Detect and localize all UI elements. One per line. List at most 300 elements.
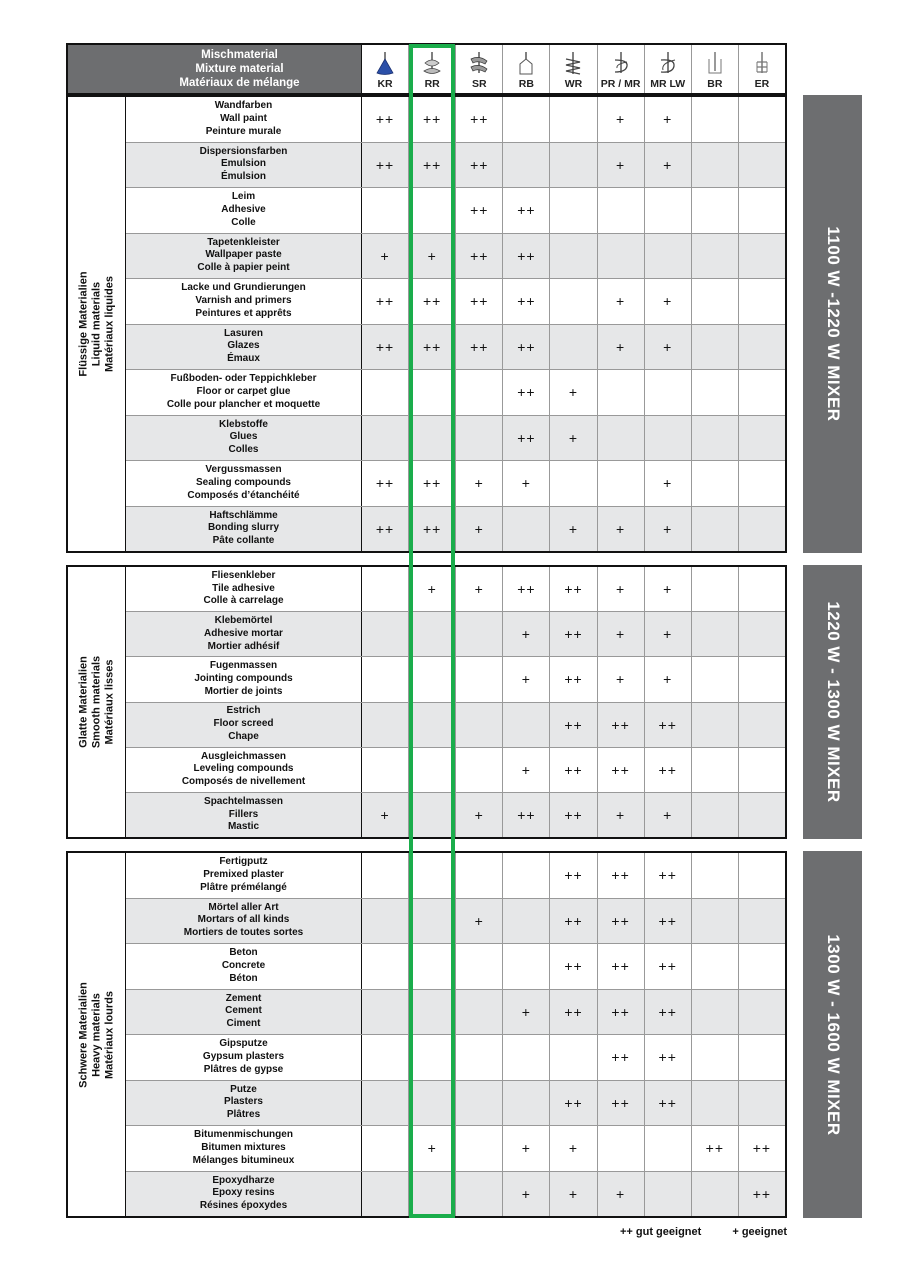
table-row xyxy=(126,944,785,990)
material-name-cell xyxy=(126,1126,362,1171)
category-en: Heavy materials xyxy=(90,992,102,1077)
rating-cell xyxy=(692,507,739,552)
material-name-cell xyxy=(126,1172,362,1217)
material-name-cell xyxy=(126,279,362,324)
rating-cell xyxy=(362,899,409,944)
rating-cell xyxy=(409,1081,456,1126)
category-fr: Matériaux liquides xyxy=(103,276,115,372)
column-mr-lw xyxy=(645,45,692,93)
column-sr xyxy=(456,45,503,93)
material-name-fr: Émaux xyxy=(227,353,260,365)
rating-cell xyxy=(692,1035,739,1080)
rating-cell xyxy=(739,990,785,1035)
rating-cell xyxy=(550,143,597,188)
rating-cell: + xyxy=(456,567,503,611)
rating-cell: ++ xyxy=(645,1035,692,1080)
rating-cell: ++ xyxy=(456,188,503,233)
column-code: PR / MR xyxy=(600,78,641,90)
table-row xyxy=(126,461,785,507)
rating-cell: ++ xyxy=(362,97,409,142)
category-label-cell xyxy=(68,853,126,1216)
rating-cell: + xyxy=(456,507,503,552)
rating-cell xyxy=(362,990,409,1035)
material-name-cell xyxy=(126,899,362,944)
header-title-en: Mixture material xyxy=(195,63,284,75)
rating-cell: + xyxy=(598,143,645,188)
rating-cell: + xyxy=(598,657,645,701)
rating-cell: ++ xyxy=(456,279,503,324)
rating-cell: ++ xyxy=(598,990,645,1035)
rating-cell: + xyxy=(550,1172,597,1217)
rating-cell xyxy=(503,1081,550,1126)
rating-cell: ++ xyxy=(362,143,409,188)
material-name-en: Floor screed xyxy=(213,718,274,730)
rating-cell: ++ xyxy=(645,1081,692,1126)
rating-cell: ++ xyxy=(409,279,456,324)
rating-cell: + xyxy=(645,567,692,611)
rating-cell: ++ xyxy=(503,279,550,324)
category-en: Liquid materials xyxy=(90,281,102,367)
rating-cell xyxy=(692,899,739,944)
material-name-cell xyxy=(126,97,362,142)
pr-mr-mixing-paddle-icon xyxy=(608,51,634,77)
material-name-cell xyxy=(126,748,362,792)
table-row xyxy=(126,748,785,793)
rating-cell xyxy=(739,899,785,944)
rating-cell xyxy=(409,416,456,461)
rating-cell xyxy=(645,370,692,415)
rating-cell: + xyxy=(645,279,692,324)
rating-cell: + xyxy=(550,1126,597,1171)
rating-cell xyxy=(739,325,785,370)
rating-cell xyxy=(409,370,456,415)
rating-cell xyxy=(645,234,692,279)
column-code: WR xyxy=(564,78,583,90)
material-name-en: Adhesive xyxy=(221,203,266,215)
rating-cell xyxy=(739,657,785,701)
rating-cell: ++ xyxy=(598,748,645,792)
rating-cell xyxy=(739,234,785,279)
rating-cell xyxy=(692,188,739,233)
material-name-fr: Résines époxydes xyxy=(199,1200,288,1212)
material-name-fr: Colle à carrelage xyxy=(203,595,284,607)
material-name-fr: Colle à papier peint xyxy=(197,262,290,274)
column-code: RR xyxy=(424,78,440,90)
header-title-de: Mischmaterial xyxy=(201,49,278,61)
rating-cell: ++ xyxy=(409,97,456,142)
table-row xyxy=(126,188,785,234)
material-name-en: Glazes xyxy=(227,340,260,352)
material-name-en: Concrete xyxy=(221,959,266,971)
category-de: Flüssige Materialien xyxy=(77,271,89,377)
rating-cell xyxy=(362,370,409,415)
material-name-de: Epoxydharze xyxy=(212,1174,275,1186)
rating-cell xyxy=(598,188,645,233)
rating-cell: ++ xyxy=(598,1081,645,1126)
material-name-cell xyxy=(126,1081,362,1126)
category-label xyxy=(77,656,116,748)
legend-suitable: + geeignet xyxy=(732,1226,788,1238)
rating-cell xyxy=(645,1172,692,1217)
rating-cell xyxy=(645,1126,692,1171)
rating-cell xyxy=(362,1081,409,1126)
material-name-en: Fillers xyxy=(228,808,259,820)
rating-cell xyxy=(739,1081,785,1126)
rating-cell: ++ xyxy=(752,1185,772,1202)
table-row xyxy=(126,416,785,462)
rating-cell xyxy=(409,657,456,701)
rating-cell xyxy=(739,567,785,611)
rating-cell xyxy=(503,853,550,898)
table-row xyxy=(126,507,785,552)
material-name-de: Haftschlämme xyxy=(209,509,278,521)
mixer-power-band xyxy=(803,565,862,839)
rating-cell xyxy=(550,461,597,506)
rating-cell: ++ xyxy=(550,748,597,792)
rating-cell xyxy=(692,567,739,611)
rating-cell: ++ xyxy=(645,899,692,944)
rating-cell: ++ xyxy=(456,97,503,142)
material-name-en: Epoxy resins xyxy=(212,1187,275,1199)
rating-cell: + xyxy=(645,143,692,188)
material-name-de: Ausgleichmassen xyxy=(200,750,287,762)
rating-cell: ++ xyxy=(503,325,550,370)
rating-cell xyxy=(362,748,409,792)
material-name-de: Dispersionsfarben xyxy=(199,145,288,157)
material-name-de: Bitumenmischungen xyxy=(194,1129,293,1141)
table-row xyxy=(126,234,785,280)
rating-cell xyxy=(692,461,739,506)
rating-cell xyxy=(739,416,785,461)
rating-cell xyxy=(692,793,739,837)
rating-cell: ++ xyxy=(645,748,692,792)
material-name-en: Plasters xyxy=(224,1096,263,1108)
rating-cell: ++ xyxy=(409,143,456,188)
rating-cell xyxy=(409,703,456,747)
rating-cell: + xyxy=(362,234,409,279)
rating-cell xyxy=(503,507,550,552)
material-name-en: Gypsum plasters xyxy=(202,1050,285,1062)
rating-cell xyxy=(692,416,739,461)
material-name-en: Premixed plaster xyxy=(203,868,284,880)
mixer-power-label: 1100 W -1220 W MIXER xyxy=(823,226,843,422)
material-name-de: Fußboden- oder Teppichkleber xyxy=(170,373,317,385)
material-name-fr: Plâtres de gypse xyxy=(203,1063,284,1075)
material-name-cell xyxy=(126,612,362,656)
material-name-de: Lasuren xyxy=(224,327,263,339)
rating-cell xyxy=(362,657,409,701)
mixer-power-band xyxy=(803,95,862,553)
rating-cell xyxy=(362,944,409,989)
rating-cell xyxy=(739,461,785,506)
rating-cell xyxy=(503,1035,550,1080)
category-de: Glatte Materialien xyxy=(77,656,89,748)
rating-cell xyxy=(550,97,597,142)
rating-cell: + xyxy=(503,657,550,701)
rating-cell xyxy=(456,990,503,1035)
material-name-fr: Peinture murale xyxy=(205,125,282,137)
rating-cell: + xyxy=(550,416,597,461)
rating-cell xyxy=(409,899,456,944)
rating-cell: ++ xyxy=(456,325,503,370)
rating-cell: ++ xyxy=(362,507,409,552)
rating-cell xyxy=(456,944,503,989)
rating-cell: ++ xyxy=(362,325,409,370)
category-en: Smooth materials xyxy=(90,655,102,749)
rating-cell xyxy=(692,944,739,989)
material-name-cell xyxy=(126,507,362,552)
category-label xyxy=(77,271,116,376)
rating-cell: ++ xyxy=(550,657,597,701)
rating-cell xyxy=(692,143,739,188)
material-name-cell xyxy=(126,188,362,233)
rating-cell xyxy=(645,416,692,461)
material-name-fr: Mastic xyxy=(227,821,260,833)
section-liquid-materials xyxy=(66,95,787,553)
material-name-en: Leveling compounds xyxy=(193,763,294,775)
rating-cell xyxy=(692,657,739,701)
rating-cell xyxy=(409,1035,456,1080)
rating-cell xyxy=(739,703,785,747)
table-row xyxy=(126,899,785,945)
rating-cell xyxy=(456,370,503,415)
table-row xyxy=(126,325,785,371)
column-code: ER xyxy=(754,78,770,90)
mixer-power-label: 1300 W - 1600 W MIXER xyxy=(823,933,843,1136)
rating-cell: ++ xyxy=(645,703,692,747)
material-name-en: Mortars of all kinds xyxy=(197,914,290,926)
material-name-de: Klebstoffe xyxy=(219,418,268,430)
rating-cell xyxy=(692,748,739,792)
rating-cell xyxy=(362,1172,409,1217)
rating-cell xyxy=(598,416,645,461)
material-name-fr: Colles xyxy=(228,444,259,456)
rating-cell xyxy=(503,97,550,142)
wr-mixing-paddle-icon xyxy=(560,51,586,77)
rating-cell xyxy=(456,1035,503,1080)
rating-cell: + xyxy=(598,325,645,370)
rating-cell xyxy=(739,612,785,656)
rating-cell: + xyxy=(503,612,550,656)
rating-cell xyxy=(503,143,550,188)
material-name-cell xyxy=(126,793,362,837)
material-name-fr: Émulsion xyxy=(220,171,266,183)
table-row xyxy=(126,990,785,1036)
rating-cell: + xyxy=(550,370,597,415)
material-name-de: Fertigputz xyxy=(219,856,268,868)
rating-cell xyxy=(409,793,456,837)
rating-cell: + xyxy=(503,461,550,506)
rating-cell xyxy=(409,1172,456,1217)
material-name-en: Floor or carpet glue xyxy=(196,385,291,397)
rating-cell xyxy=(739,279,785,324)
rating-cell: ++ xyxy=(503,567,550,611)
rating-cell xyxy=(456,416,503,461)
category-de: Schwere Materialien xyxy=(77,981,89,1088)
rating-cell xyxy=(692,1081,739,1126)
material-name-de: Tapetenkleister xyxy=(207,236,280,248)
material-name-fr: Chape xyxy=(228,731,259,742)
rating-cell: + xyxy=(645,507,692,552)
rating-cell: ++ xyxy=(550,899,597,944)
section-smooth-materials xyxy=(66,565,787,839)
rating-cell xyxy=(456,853,503,898)
section-heavy-materials xyxy=(66,851,787,1218)
section-rows xyxy=(126,97,785,551)
rating-cell: ++ xyxy=(456,143,503,188)
material-name-de: Beton xyxy=(229,947,258,959)
rating-cell xyxy=(692,370,739,415)
rating-cell xyxy=(739,507,785,552)
table-row xyxy=(126,657,785,702)
table-row xyxy=(126,793,785,837)
rating-cell: ++ xyxy=(645,944,692,989)
column-code: MR LW xyxy=(650,78,686,90)
column-rb xyxy=(503,45,550,93)
rating-cell xyxy=(362,612,409,656)
rating-cell: ++ xyxy=(550,990,597,1035)
rating-cell: + xyxy=(598,507,645,552)
rating-cell xyxy=(409,944,456,989)
rating-cell: ++ xyxy=(362,461,409,506)
rating-cell xyxy=(456,748,503,792)
table-row xyxy=(126,279,785,325)
rating-cell xyxy=(409,188,456,233)
rating-cell: + xyxy=(645,657,692,701)
mixer-power-label: 1220 W - 1300 W MIXER xyxy=(823,601,843,803)
rating-cell: ++ xyxy=(503,416,550,461)
rating-cell: + xyxy=(645,97,692,142)
rating-cell: ++ xyxy=(550,793,597,837)
material-name-en: Cement xyxy=(225,1005,262,1017)
rating-cell xyxy=(456,1172,503,1217)
rating-cell xyxy=(550,1035,597,1080)
material-name-de: Spachtelmassen xyxy=(204,795,283,807)
rating-cell xyxy=(362,853,409,898)
rating-cell xyxy=(739,944,785,989)
rating-cell xyxy=(739,188,785,233)
material-name-de: Putze xyxy=(230,1083,257,1095)
category-fr: Matériaux lourds xyxy=(103,990,115,1079)
legend-very-suitable: ++ gut geeignet xyxy=(620,1226,702,1238)
material-name-cell xyxy=(126,853,362,898)
rating-cell xyxy=(550,325,597,370)
table-row xyxy=(126,853,785,899)
material-name-fr: Composés d’étanchéité xyxy=(187,489,300,501)
material-name-fr: Béton xyxy=(229,972,258,984)
column-code: BR xyxy=(707,78,723,90)
column-code: SR xyxy=(471,78,487,90)
rating-cell: + xyxy=(645,325,692,370)
rating-cell xyxy=(598,1126,645,1171)
rating-cell xyxy=(409,990,456,1035)
material-name-de: Wandfarben xyxy=(214,100,273,112)
rating-cell xyxy=(692,279,739,324)
rating-cell: + xyxy=(409,234,456,279)
rating-cell: ++ xyxy=(692,1126,739,1171)
table-row xyxy=(126,370,785,416)
material-name-de: Fliesenkleber xyxy=(211,569,276,581)
table-row xyxy=(126,1035,785,1081)
table-row xyxy=(126,1081,785,1127)
rating-cell xyxy=(362,567,409,611)
rating-cell xyxy=(598,461,645,506)
material-name-en: Jointing compounds xyxy=(194,673,293,685)
column-pr-mr xyxy=(598,45,645,93)
rating-cell xyxy=(550,188,597,233)
rating-cell xyxy=(739,370,785,415)
rating-cell xyxy=(739,97,785,142)
material-name-de: Gipsputze xyxy=(219,1038,268,1050)
rating-cell: ++ xyxy=(598,1035,645,1080)
column-br xyxy=(692,45,739,93)
rating-cell: + xyxy=(456,793,503,837)
table-row xyxy=(126,703,785,748)
material-name-en: Wallpaper paste xyxy=(205,249,282,261)
section-rows xyxy=(126,853,785,1216)
rating-cell xyxy=(503,899,550,944)
rating-cell: ++ xyxy=(550,853,597,898)
material-name-cell xyxy=(126,990,362,1035)
rating-cell xyxy=(456,612,503,656)
column-kr xyxy=(362,45,409,93)
rating-cell: + xyxy=(503,990,550,1035)
category-label xyxy=(77,982,116,1088)
rating-cell xyxy=(362,1126,409,1171)
mixer-power-band xyxy=(803,851,862,1218)
rating-cell: + xyxy=(456,461,503,506)
rating-cell xyxy=(409,748,456,792)
rating-cell: + xyxy=(645,612,692,656)
material-name-de: Estrich xyxy=(226,705,261,717)
rr-mixing-paddle-icon xyxy=(419,51,445,77)
material-name-de: Klebemörtel xyxy=(214,615,273,627)
material-name-en: Bitumen mixtures xyxy=(201,1141,286,1153)
table-header xyxy=(66,43,787,95)
rating-cell: ++ xyxy=(409,325,456,370)
rb-mixing-paddle-icon xyxy=(513,51,539,77)
material-name-de: Leim xyxy=(231,191,256,203)
rating-cell xyxy=(362,188,409,233)
rating-cell: ++ xyxy=(598,899,645,944)
sr-mixing-paddle-icon xyxy=(466,51,492,77)
rating-cell: + xyxy=(409,1126,456,1171)
material-name-cell xyxy=(126,416,362,461)
category-fr: Matériaux lisses xyxy=(103,659,115,745)
material-name-en: Glues xyxy=(229,431,258,443)
rating-cell: ++ xyxy=(550,612,597,656)
material-name-cell xyxy=(126,657,362,701)
material-name-en: Tile adhesive xyxy=(212,582,275,594)
material-name-cell xyxy=(126,325,362,370)
rating-cell: ++ xyxy=(598,703,645,747)
rating-cell: + xyxy=(645,461,692,506)
rating-cell: ++ xyxy=(550,703,597,747)
rating-cell: ++ xyxy=(550,944,597,989)
rating-cell: ++ xyxy=(598,853,645,898)
rating-cell: ++ xyxy=(362,279,409,324)
material-name-fr: Composés de nivellement xyxy=(181,776,306,788)
rating-cell: ++ xyxy=(503,188,550,233)
category-label-cell xyxy=(68,97,126,551)
rating-cell xyxy=(692,990,739,1035)
material-name-de: Lacke und Grundierungen xyxy=(181,282,306,294)
column-rr xyxy=(409,45,456,93)
rating-cell: ++ xyxy=(645,990,692,1035)
column-code: RB xyxy=(518,78,534,90)
br-mixing-paddle-icon xyxy=(702,51,728,77)
table-row xyxy=(126,1172,785,1217)
